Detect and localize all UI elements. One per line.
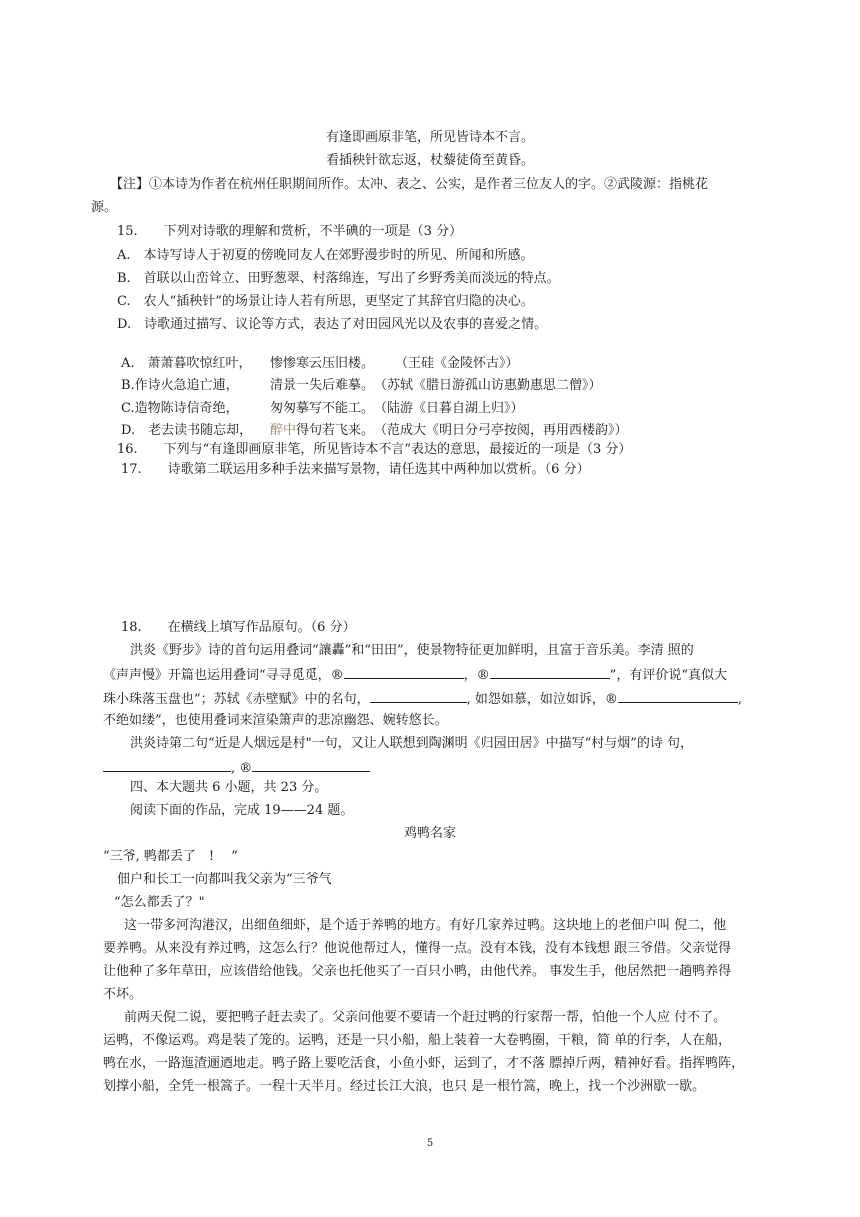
story-paragraph-1-line: 让他种了多年草田，应该借给他钱。父亲也托他买了一百只小鸭，由他代养。 事发生手，他居然把一趟鸭养得 [103,964,732,979]
poem-note: 【注】①本诗为作者在杭州任职期间所作。太冲、表之、公实，是作者三位友人的字。②武陵源：指桃花 [110,177,709,192]
fill-text: 珠小珠落玉盘也”；苏轼《赤壁赋》中的名句， [103,692,370,707]
option-second-line-grey: 醉中 [270,423,297,438]
story-paragraph-1: 这一带多河沟港汉，出细鱼细虾，是个适于养鸭的地方。有好几家养过鸭。这块地上的老佃户叫 倪二，他 [124,918,727,933]
fill-text: , 如怨如慕，如泣如诉，® [466,692,618,707]
option-source: （王硅《金陵怀古》） [395,356,519,371]
option-first-line: A. 萧萧暮吹惊红叶， [121,356,252,371]
option-second-line: 匆匆摹写不能工。 [270,401,375,416]
question-15-stem: 15. 下列对诗歌的理解和赏析，不半碘的一项是（3 分） [117,224,463,239]
fill-text: , [737,692,743,707]
option-second-line: 惨惨寒云压旧楼。 [270,356,375,371]
story-paragraph-2: 前两天倪二说，要把鸭子赶去卖了。父亲问他要不要请一个赶过鸭的行家帮一帮，怕他一个人应 付不了。 [124,1010,727,1025]
story-dialogue: “三爷, 鸭都丢了 ! ” [103,849,238,864]
fill-blank[interactable] [618,690,738,703]
question-16-option-a [121,356,519,372]
story-dialogue: 佃户和长工一向都叫我父亲为“三爷气 [117,872,332,887]
option-second-line: 清景一失后难摹。 [270,378,375,393]
poem-note-continued: 源。 [91,200,118,215]
question-15-option-d: D. 诗歌通过描写、议论等方式，表达了对田园风光以及农事的喜爱之情。 [117,317,548,332]
question-17-stem: 17. 诗歌第二联运用多种手法来描写景物，请任选其中两种加以赏析。（6 分） [121,462,590,477]
question-16-option-d [121,423,628,439]
question-18-para-1-line-4: 不绝如缕”，也使用叠词来渲染箫声的悲凉幽怨、婉转悠长。 [103,713,448,728]
fill-text: , ® [231,761,253,776]
fill-text: 《声声慢》开篇也运用叠词“寻寻觅觅，® [103,668,344,683]
story-title: 鸡鸭名家 [403,826,456,841]
option-first-line: B.作诗火急追亡逋， [121,378,239,393]
question-18-para-1: 洪炎《野步》诗的首句运用叠词“讓轟”和“田田”，使景物特征更加鲜明，且富于音乐美。李清 照的 [130,643,694,658]
section-instruction: 阅读下面的作品，完成 19——24 题。 [130,803,354,818]
page-number: 5 [426,1138,434,1149]
story-paragraph-2-line: 鸭在水，一路迤渣逦迺地走。鸭子路上要吃活食，小鱼小虾，运到了，才不落 膘掉斤两，精神好看。指挥鸭阵， [103,1056,745,1071]
option-second-line: 得句若飞来。 [296,423,375,438]
fill-blank[interactable] [490,666,610,679]
question-18-para-1-line-3 [103,690,742,708]
question-18-para-2-line-2 [103,759,370,777]
option-source: （苏轼《腊日游孤山访惠勤惠思二僧》） [374,378,602,393]
story-paragraph-2-line: 划撑小船，全凭一根篙子。一程十天半月。经过长江大浪，也只 是一根竹篙，晚上，找一个沙洲歇一歇。 [103,1079,706,1094]
option-source: （范成大《明日分弓亭按阅，再用西楼韵》） [374,423,628,438]
fill-blank[interactable] [252,759,370,772]
question-18-stem: 18. 在横线上填写作品原句。（6 分） [121,620,356,635]
fill-text: ，® [463,668,490,683]
fill-blank[interactable] [103,759,231,772]
fill-text: ”，有评价说“真似大 [609,668,727,683]
question-15-option-a: A. 本诗写诗人于初夏的傍晚同友人在郊野漫步时的所见、所闻和所感。 [117,248,534,263]
poem-line: 看插秧针欲忘返，杖藜徒倚至黄昏。 [325,153,534,168]
question-15-option-c: C. 农人“插秧针”的场景让诗人若有所思，更坚定了其辞官归隐的决心。 [117,294,534,309]
question-16-stem: 16. 下列与“有逢即画原非笔，所见皆诗本不言”表达的意思，最接近的一项是（3 分） [117,442,632,457]
option-source: （陆游《日暮自湖上归》） [374,401,524,416]
story-paragraph-2-line: 运鸭，不像运鸡。鸡是装了笼的。运鸭，还是一只小船，船上装着一大卷鸭圈，干粮，简 单的行李，人在船， [103,1033,732,1048]
question-16-option-b [121,378,602,394]
section-heading: 四、本大题共 6 小题，共 23 分。 [130,780,328,795]
story-paragraph-1-line: 要养鸭。从来没有养过鸭，这怎么行？他说他帮过人，懂得一点。没有本钱，没有本钱想 跟三爷借。父亲觉得 [103,941,732,956]
story-dialogue: “怎么都丢了？" [114,895,205,910]
poem-line: 有逢即画原非笔，所见皆诗本不言。 [325,130,534,145]
question-18-para-2: 洪炎诗第二句“近是人烟远是村"一句，又让人联想到陶渊明《归园田居》中描写“村与烟”的诗 句， [130,736,694,751]
question-16-option-c [121,401,524,417]
question-15-option-b: B. 首联以山峦耸立、田野葱翠、村落绵连，写出了乡野秀美而淡远的特点。 [117,271,560,286]
question-18-para-1-line-2 [103,666,727,684]
fill-blank[interactable] [370,690,467,703]
fill-blank[interactable] [344,666,464,679]
story-paragraph-1-line: 不坏。 [103,987,143,1002]
option-first-line: C.造物陈诗信奇绝， [121,401,239,416]
option-first-line: D. 老去读书随忘却， [121,423,253,438]
